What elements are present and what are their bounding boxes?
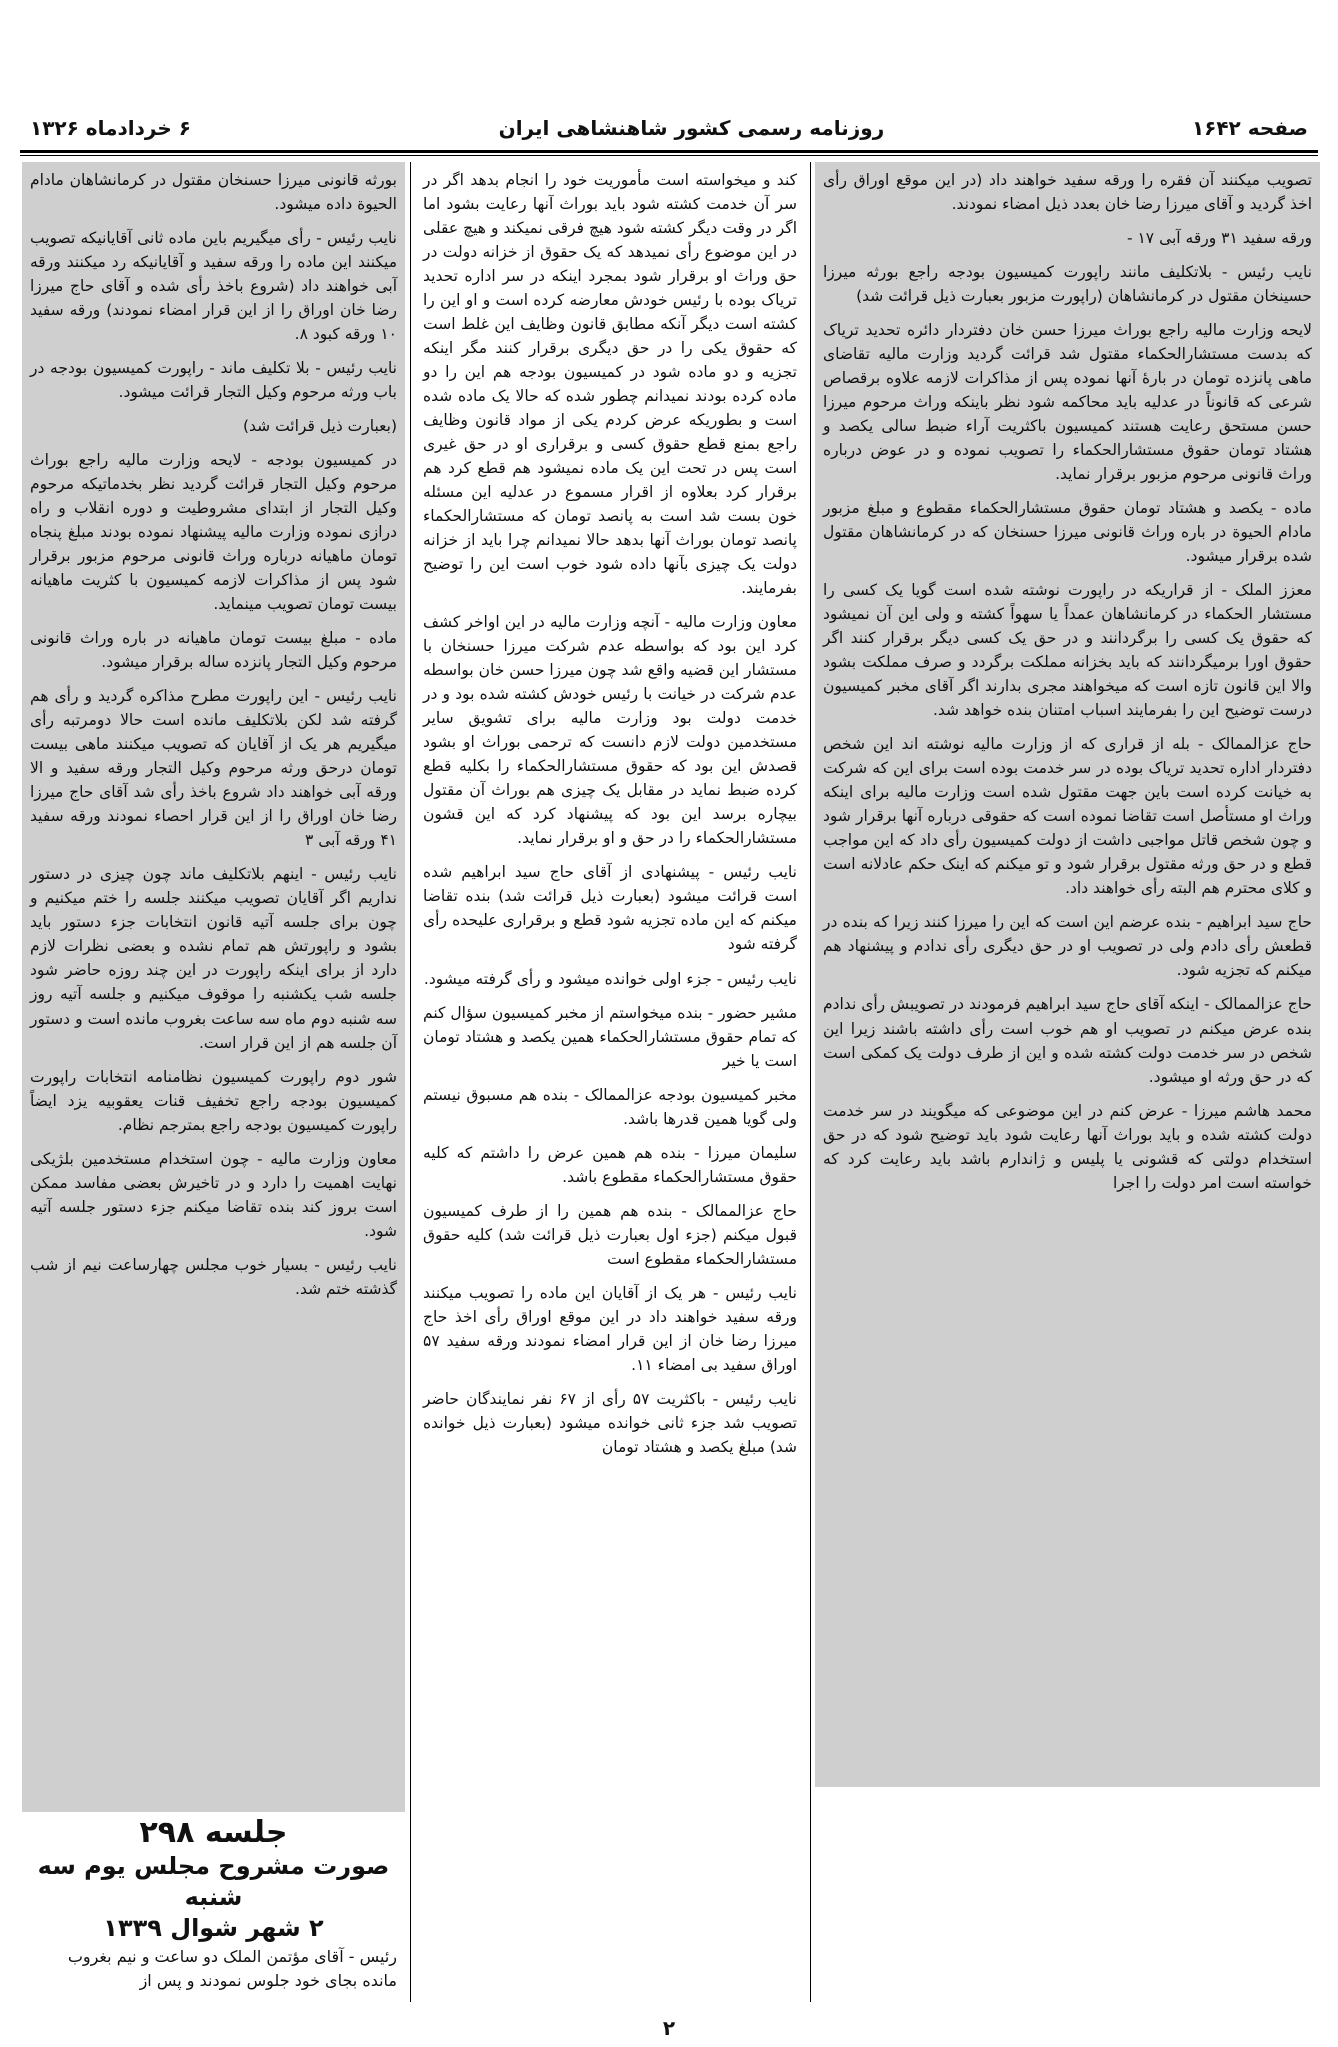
paragraph: لایحه وزارت مالیه راجع بوراث میرزا حسن خان دفتردار دائره تحدید تریاک که بدست مستشارالحکماء مقتول شد قرائت گردید وزارت مالیه تقاضای ماهی پانزده تومان در بارهٔ آنها نموده پس از مذاکرات لازمه علاوه برقصاص شرعی که قانوناً در عدلیه باید محاکمه شود نظر باینکه وراث مرحوم میرزا حسن مستحق رعایت هستند کمیسیون باکثریت آراء ضبط سالی یکصد و هشتاد تومان حقوق مستشارالحکماء را تصویب نموده و در عوض درباره وراث قانونی مرحوم مزبور برقرار نماید. (823, 321, 1312, 484)
paragraph: نایب رئیس - این راپورت مطرح مذاکره گردید و رأی هم گرفته شد لکن بلاتکلیف مانده است حالا دومرتبه رأی میگیریم هر یک از آقایان که تصویب میکنند ماهی بیست تومان درحق ورثه مرحوم وکیل التجار ورقه سفید و الا ورقه آبی خواهند داد شروع باخذ رأی شد آقای حاج میرزا رضا خان اوراق را از این قرار احصاء نمودند ورقه سفید ۴۱ ورقه آبی ۳ (30, 687, 397, 850)
column-middle (415, 162, 805, 1987)
paragraph: معزز الملک - از قراریکه در راپورت نوشته شده است گویا یک کسی را مستشار الحکماء در کرمانشاهان عمداً یا سهواً کشته و ولی این آن نمیشود که حقوق یک کسی را برگردانند و در حق یک کسی دیگر برقرار کنند اگر حقوق اورا برمیگردانند که باید بخزانه مملکت برگردد و صرف مملکت بشود والا این قانون تازه است که میخواهند مجری بدارند اگر آقای مخبر کمیسیون درست توضیح این را بفرمایند اسباب امتنان بنده خواهد شد. (823, 581, 1312, 720)
page-number: ۲ (662, 2016, 676, 2040)
page-label: صفحه ۱۶۴۲ (1191, 116, 1308, 140)
newspaper-title: روزنامه رسمی کشور شاهنشاهی ایران (498, 116, 885, 140)
paragraph: در کمیسیون بودجه - لایحه وزارت مالیه راجع بوراث مرحوم وکیل التجار قرائت گردید نظر بخدماتیکه مرحوم وکیل التجار از ابتدای مشروطیت و دوره انقلاب و راه درازی نموده وزارت مالیه پیشنهاد نموده بودند مبلغ پنجاه تومان ماهیانه درباره وراث قانونی مرحوم مزبور برقرار شود پس از مذاکرات لازمه کمیسیون با کثریت ماهیانه بیست تومان تصویب مینماید. (30, 451, 397, 614)
paragraph: نایب رئیس - هر یک از آقایان این ماده را تصویب میکنند ورقه سفید خواهند داد در این موقع اوراق رأی اخذ حاج میرزا رضا خان از این قرار امضاء نمودند ورقه سفید ۵۷ اوراق سفید بی امضاء ۱۱. (423, 1283, 797, 1374)
paragraph: شور دوم راپورت کمیسیون نظامنامه انتخابات راپورت کمیسیون بودجه راجع تخفیف قنات یعقوبیه یزد ایضاً راپورت کمیسیون بودجه راجع بمترجم نظام. (30, 1067, 397, 1134)
header-rule-thin (20, 155, 1318, 156)
paragraph: حاج عزالممالک - بنده هم همین را از طرف کمیسیون قبول میکنم (جزء اول بعبارت ذیل قرائت شد) کلیه حقوق مستشارالحکماء مقطوع است (423, 1201, 797, 1268)
paragraph: نایب رئیس - بسیار خوب مجلس چهارساعت نیم از شب گذشته ختم شد. (30, 1255, 397, 1298)
column-divider (810, 162, 811, 2002)
session-opening-text: رئیس - آقای مؤتمن الملک دو ساعت و نیم بغروب مانده بجای خود جلوس نمودند و پس از (67, 1946, 397, 1990)
paragraph: نایب رئیس - بلاتکلیف مانند راپورت کمیسیون بودجه راجع بورثه میرزا حسینخان مقتول در کرمانشاهان (راپورت مزبور بعبارت ذیل قرائت شد) (823, 263, 1312, 306)
paragraph: مشیر حضور - بنده میخواستم از مخبر کمیسیون سؤال کنم که تمام حقوق مستشارالحکماء همین یکصد و هشتاد تومان است یا خیر (423, 1003, 797, 1070)
paragraph: مخبر کمیسیون بودجه عزالممالک - بنده هم مسبوق نیستم ولی گویا همین قدرها باشد. (423, 1085, 797, 1128)
session-title-line1: صورت مشروح مجلس یوم سه شنبه (37, 1852, 390, 1912)
column-divider (410, 162, 411, 2002)
paragraph: نایب رئیس - بلا تکلیف ماند - راپورت کمیسیون بودجه در باب ورثه مرحوم وکیل التجار قرائت میشود. (30, 359, 397, 402)
paragraph: نایب رئیس - باکثریت ۵۷ رأی از ۶۷ نفر نمایندگان حاضر تصویب شد جزء ثانی خوانده میشود (بعبارت ذیل خوانده شد) مبلغ یکصد و هشتاد تومان (423, 1389, 798, 1456)
paragraph: نایب رئیس - رأی میگیریم باین ماده ثانی آقایانیکه تصویب میکنند این ماده را ورقه سفید و آقایانیکه رد میکنند ورقه آبی خواهند داد (شروع باخذ رأی شده و آقای حاج میرزا رضا خان اوراق را از این قرار امضاء نمودند) ورقه سفید ۱۰ ورقه کبود ۸. (30, 229, 397, 344)
session-number: جلسه ۲۹۸ (139, 1815, 288, 1850)
issue-date: ۶ خردادماه ۱۳۲۶ (30, 116, 191, 140)
session-title-line2: ۲ شهر شوال ۱۳۳۹ (103, 1914, 324, 1943)
session-heading (22, 1815, 405, 2015)
header-rule (20, 150, 1318, 153)
paragraph: محمد هاشم میرزا - عرض کنم در این موضوعی که میگویند در سر خدمت دولت کشته شده و باید بوراث آنها رعایت شود باید توضیح شود که در حق استخدام دولتی که قشونی یا پلیس و ژاندارم باشد باید رعایت کرد که خواسته است امر دولت را اجرا (823, 1101, 1312, 1192)
paragraph: معاون وزارت مالیه - چون استخدام مستخدمین بلژیکی نهایت اهمیت را دارد و در تاخیرش بعضی مفاسد ممکن است بروز کند بنده تقاضا میکنم جزء دستور جلسه آتیه شود. (30, 1149, 397, 1240)
paragraph: کند و میخواسته است مأموریت خود را انجام بدهد اگر در سر آن خدمت کشته شود باید بوراث آنها رعایت بشود اما اگر در وقت دیگر کشته شود هیچ فرقی نمیکند و هیچ عقلی در این موضوع رأی نمیدهد که یک حقوق از خزانه دولت در حق وراث او برقرار شود بمجرد اینکه در سر اداره تحدید تریاک بوده با رئیس خودش معارضه کرده است و او این را کشته است دیگر آنکه مطابق قانون وظایف این غلط است که حقوق یکی را در حق دیگری برقرار کنند مگر اینکه تجزیه و دو ماده شود در کمیسیون بودجه هم این را دو ماده کرده بودند نمیدانم چطور شده که حالا یک ماده شده است و بطوریکه عرض کردم یکی از مواد قانون وظایف راجع بمنع قطع حقوق کسی و برقراری او در حق غیری است پس در تحت این یک ماده نمیشود هم قطع کرد هم برقرار کرد بعلاوه از اقرار مسموع در عدلیه این مسئله خون بست شد است به پانصد تومان که مستشارالحکماء پانصد تومان بوراث آنها بدهد حالا نمیدانم چرا باید از خزانه دولت یک چیزی بآنها داده شود خوب است این را توضیح بفرمایند. (423, 171, 797, 598)
paragraph: حاج سید ابراهیم - بنده عرضم این است که این را میرزا کنند زیرا که بنده در قطعش رأی دادم ولی در تصویب او در حق دیگری رأی ندادم و پیشنهاد هم میکنم که تجزیه شود. (823, 913, 1312, 980)
page-header (20, 110, 1318, 146)
column-left (22, 162, 405, 1812)
paragraph: ورقه سفید ۳۱ ورقه آبی ۱۷ - (1126, 229, 1312, 248)
paragraph: ماده - یکصد و هشتاد تومان حقوق مستشارالحکماء مقطوع و مبلغ مزبور مادام الحیوة در باره وراث قانونی میرزا حسنخان که در کرمانشاهان مقتول شده برقرار میشود. (823, 499, 1312, 566)
column-right (815, 162, 1320, 1787)
paragraph: (بعبارت ذیل قرائت شد) (242, 417, 397, 436)
paragraph: نایب رئیس - پیشنهادی از آقای حاج سید ابراهیم شده است قرائت میشود (بعبارت ذیل قرائت شد) بنده تقاضا میکنم که این ماده تجزیه شود قطع و برقراری علیحده رأی گرفته شود (423, 863, 797, 954)
paragraph: نایب رئیس - جزء اولی خوانده میشود و رأی گرفته میشود. (423, 969, 797, 988)
paragraph: بورثه قانونی میرزا حسنخان مقتول در کرمانشاهان مادام الحیوة داده میشود. (30, 171, 397, 214)
paragraph: حاج عزالممالک - بله از قراری که از وزارت مالیه نوشته اند این شخص دفتردار اداره تحدید تریاک بوده در سر خدمت بوده است برای این که شرکت به خیانت کرده است باین جهت مقتول شده است وزارت مالیه برای اینکه وراث او مستأصل است تقاضا نموده است که حقوقی درباره آنها برقرار شود و چون شخص قاتل مواجبی داشت از دولت کمیسیون رأی داد که این مواجب قطع و در حق ورثه مقتول برقرار شود و تو میکنم که اینک حکم عادلانه است و کلای محترم هم البته رأی خواهند داد. (823, 735, 1312, 898)
paragraph: ماده - مبلغ بیست تومان ماهیانه در باره وراث قانونی مرحوم وکیل التجار پانزده ساله برقرار میشود. (30, 629, 397, 672)
paragraph: تصویب میکنند آن فقره را ورقه سفید خواهند داد (در این موقع اوراق رأی اخذ گردید و آقای میرزا رضا خان بعدد ذیل امضاء نمودند. (823, 171, 1312, 214)
paragraph: نایب رئیس - اینهم بلاتکلیف ماند چون چیزی در دستور نداریم اگر آقایان تصویب میکنند جلسه را ختم میکنیم و چون برای جلسه آتیه قانون انتخابات جزء دستور باید بشود و راپورتش هم تمام نشده و بعضی نظرات لازم دارد از برای اینکه راپورت در این چند روزه حاضر شود جلسه شب یکشنبه را موقوف میکنیم و جلسه آتیه روز سه شنبه دوم ماه سه ساعت بغروب مانده است و دستور آن جلسه هم از این قرار است. (30, 865, 397, 1052)
paragraph: معاون وزارت مالیه - آنچه وزارت مالیه در این اواخر کشف کرد این بود که بواسطه عدم شرکت میرزا حسنخان با مستشار این قضیه واقع شد چون میرزا حسن خان بواسطه عدم شرکت در خیانت با رئیس خودش کشته شده بود و در خدمت دولت بود وزارت مالیه برای تشویق سایر مستخدمین دولت لازم دانست که ترحمی بوراث او بشود قصدش این بود که حقوق مستشارالحکماء را بکلیه قطع کرده ضبط نماید در مقابل یک چیزی هم بوراث آن مقتول بیچاره برسد این بود که پیشنهاد کرد که این قشون مستشارالحکماء را در حق و او برقرار نماید. (423, 613, 797, 848)
paragraph: حاج عزالممالک - اینکه آقای حاج سید ابراهیم فرمودند در تصویبش رأی ندادم بنده عرض میکنم در تصویب او هم خوب است رأی داشته باشند زیرا این شخص در سر خدمت دولت کشته شده و این از طرف دولت یک کمکی است که در حق ورثه او میشود. (823, 995, 1312, 1086)
paragraph: سلیمان میرزا - بنده هم همین عرض را داشتم که کلیه حقوق مستشارالحکماء مقطوع باشد. (423, 1143, 797, 1186)
